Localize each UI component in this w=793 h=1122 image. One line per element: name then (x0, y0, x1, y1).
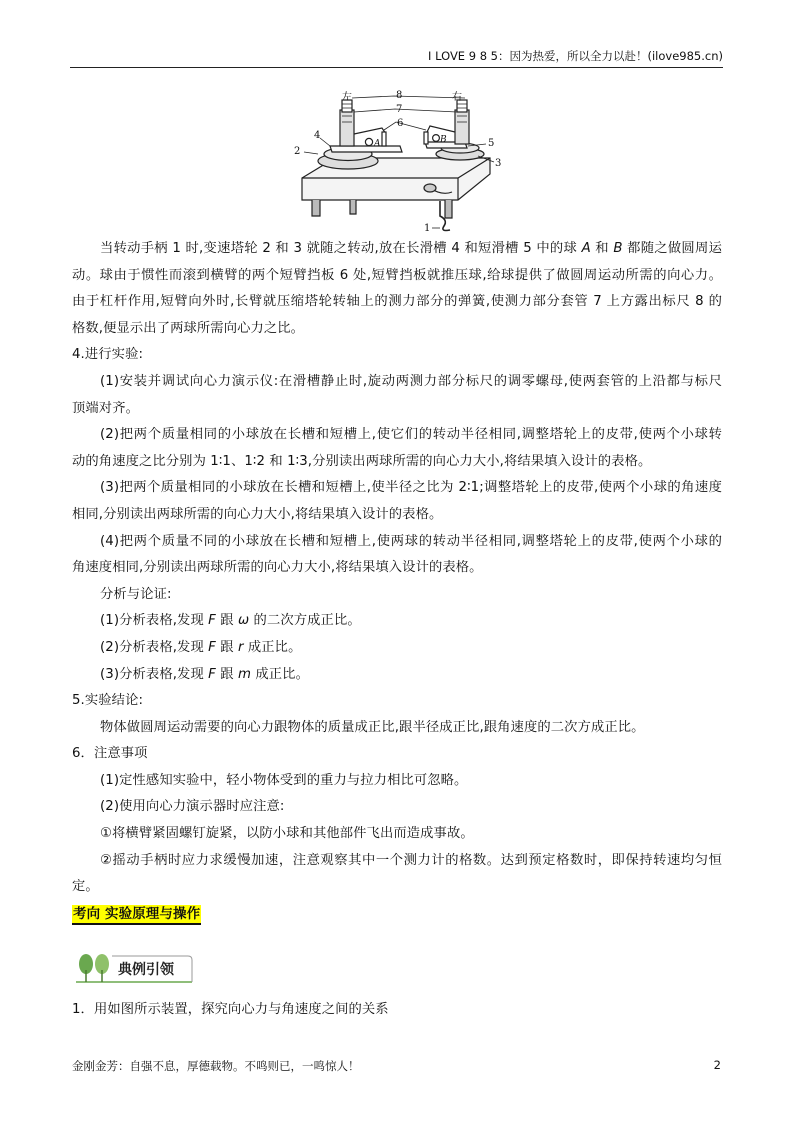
note-2: (2)使用向心力演示器时应注意: (100, 799, 285, 815)
page-body (72, 236, 722, 927)
note-2a: ①将横臂紧固螺钉旋紧，以防小球和其他部件飞出而造成事故。 (100, 826, 474, 842)
note-2b-line: 定。 (72, 879, 99, 895)
section-6-title: 6．注意事项 (72, 746, 148, 762)
conclusion-text: 物体做圆周运动需要的向心力跟物体的质量成正比,跟半径成正比,跟角速度的二次方成正比。 (100, 719, 645, 735)
figure-label-ball-a: A (374, 139, 381, 149)
section-5-title: 5.实验结论: (72, 693, 144, 709)
step-1-line: 顶端对齐。 (72, 400, 139, 416)
paragraph-line: 动。球由于惯性而滚到横臂的两个短臂挡板 6 处,短臂挡板就推压球,给球提供了做圆周运动所需的向心力。 (72, 267, 722, 283)
section-4-title: 4.进行实验: (72, 347, 144, 363)
step-3-line: (3)把两个质量相同的小球放在长槽和短槽上,使半径之比为 2∶1;调整塔轮上的皮带,使两个小球的角速度 (100, 480, 722, 496)
figure-label-left: 左 (342, 92, 352, 103)
figure-num-5: 5 (488, 138, 495, 149)
figure-num-7: 7 (396, 104, 403, 115)
example-banner (72, 950, 196, 984)
figure-label-ball-b: B (440, 135, 447, 145)
analysis-item-3: (3)分析表格,发现 F 跟 m 成正比。 (100, 666, 309, 682)
step-4-line: 角速度相同,分别读出两球所需的向心力大小,将结果填入设计的表格。 (72, 560, 483, 576)
step-3-line: 相同,分别读出两球所需的向心力大小,将结果填入设计的表格。 (72, 506, 443, 522)
note-2b-line: ②摇动手柄时应力求缓慢加速，注意观察其中一个测力计的格数。达到预定格数时，即保持转速均匀恒 (100, 852, 722, 868)
question-1: 1．用如图所示装置，探究向心力与角速度之间的关系 (72, 1002, 389, 1017)
figure-num-3: 3 (495, 158, 502, 169)
analysis-title: 分析与论证: (100, 586, 172, 602)
paragraph-line: 由于杠杆作用,短臂向外时,长臂就压缩塔轮转轴上的测力部分的弹簧,使测力部分套管 7 上方露出标尺 8 的 (72, 294, 722, 310)
figure-num-2: 2 (294, 146, 301, 157)
banner-title: 典例引领 (118, 962, 174, 978)
figure-num-8: 8 (396, 90, 403, 101)
analysis-item-2: (2)分析表格,发现 F 跟 r 成正比。 (100, 639, 302, 655)
paragraph-line: 当转动手柄 1 时,变速塔轮 2 和 3 就随之转动,放在长滑槽 4 和短滑槽 5 中的球 A 和 B 都随之做圆周运 (100, 241, 722, 256)
figure-num-1: 1 (424, 223, 431, 234)
kaoxiang-line (72, 901, 722, 928)
analysis-item-1: (1)分析表格,发现 F 跟 ω 的二次方成正比。 (100, 613, 361, 629)
step-2-line: 动的角速度之比分别为 1∶1、1∶2 和 1∶3,分别读出两球所需的向心力大小,将结果填入设计的表格。 (72, 453, 652, 469)
centripetal-force-apparatus-figure (290, 88, 505, 236)
paragraph-line: 格数,便显示出了两球所需向心力之比。 (72, 320, 305, 336)
footer-motto: 金刚金芳：自强不息，厚德载物。不鸣则已，一鸣惊人！ (72, 1059, 360, 1073)
step-1-line: (1)安装并调试向心力演示仪:在滑槽静止时,旋动两测力部分标尺的调零螺母,使两套管的上沿都与标尺 (100, 373, 722, 389)
step-2-line: (2)把两个质量相同的小球放在长槽和短槽上,使它们的转动半径相同,调整塔轮上的皮带,使两个小球转 (100, 427, 722, 443)
page-footer (72, 1058, 721, 1076)
figure-label-right: 右 (452, 92, 462, 103)
figure-num-4: 4 (314, 130, 321, 141)
step-4-line: (4)把两个质量不同的小球放在长槽和短槽上,使两球的转动半径相同,调整塔轮上的皮带,使两个小球的 (100, 533, 722, 549)
header-rule (70, 67, 723, 68)
figure-num-6: 6 (397, 118, 404, 129)
page-number: 2 (713, 1058, 721, 1072)
page-header: I LOVE 9 8 5：因为热爱，所以全力以赴！(ilove985.cn) (428, 49, 723, 63)
kaoxiang-heading: 考向 实验原理与操作 (72, 905, 201, 925)
note-1: (1)定性感知实验中，轻小物体受到的重力与拉力相比可忽略。 (100, 772, 468, 788)
